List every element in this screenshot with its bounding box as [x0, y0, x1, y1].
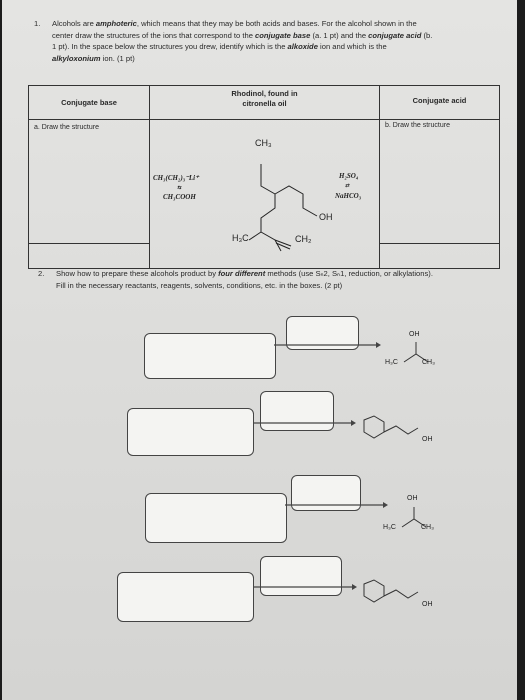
product-3-oh-label: OH: [407, 495, 418, 502]
q1-term-conjugate-acid: conjugate acid: [368, 30, 422, 40]
question-1: [34, 18, 508, 64]
reaction-1-arrow: [272, 340, 382, 350]
rhodinol-ch2-label: CH₂: [295, 234, 312, 244]
equilibrium-arrow-left: ⇆: [177, 186, 182, 191]
reaction-3-reactant-box[interactable]: [145, 493, 287, 543]
conjugate-acid-instruction: b. Draw the structure: [385, 122, 450, 129]
rhodinol-header-line2: citronella oil: [242, 99, 287, 108]
q1-text: (a. 1 pt) and the: [310, 30, 369, 40]
q2-term-four-different: four different: [218, 269, 266, 278]
reaction-2-arrow: [251, 418, 361, 428]
product-1-h3c-label: H₃C: [385, 359, 398, 366]
reaction-4-arrow: [252, 582, 362, 592]
reaction-1-reactant-box[interactable]: [144, 333, 276, 379]
q2-text: Show how to prepare these alcohols product by: [56, 269, 219, 278]
table-left-row-divider: [29, 243, 149, 244]
conjugate-base-instruction: a. Draw the structure: [34, 124, 99, 131]
product-4-oh-label: OH: [422, 601, 433, 608]
product-1-ch3-label: CH₃: [422, 359, 435, 366]
question-2-number: 2.: [38, 269, 45, 278]
q1-term-amphoteric: amphoteric: [95, 19, 137, 28]
question-2-text: [38, 268, 508, 291]
product-2-structure: [352, 414, 432, 444]
structure-table: [28, 85, 500, 269]
conjugate-base-header: Conjugate base: [61, 98, 117, 107]
rhodinol-oh-label: OH: [319, 212, 333, 222]
q1-text: 1 pt). In the space below the structures you drew, identify which is the: [52, 42, 288, 51]
table-col-divider-1: [149, 86, 150, 268]
table-header-divider: [29, 119, 499, 120]
q1-text: center draw the structures of the ions that correspond to the: [52, 30, 256, 40]
table-col-divider-2: [379, 86, 380, 268]
q1-text: ion. (1 pt): [100, 53, 135, 63]
rhodinol-h3c-label: H₃C: [232, 233, 249, 243]
q1-term-conjugate-base: conjugate base: [255, 30, 311, 40]
q1-text: ion and which is the: [317, 42, 387, 51]
reagent-acetic-acid: CH₃COOH: [163, 193, 196, 201]
reaction-4-reactant-box[interactable]: [117, 572, 254, 622]
question-2: [38, 268, 508, 291]
q1-text: Alcohols are: [52, 19, 96, 28]
reagent-butyllithium: CH₃(CH₂)₃⁻Li⁺: [153, 174, 199, 182]
equilibrium-arrow-right: ⇄: [345, 184, 350, 189]
q2-text: methods (use Sₙ2, Sₙ1, reduction, or alkylations).: [265, 269, 433, 278]
q1-text: , which means that they may be both acids and bases. For the alcohol shown in the: [136, 19, 417, 28]
rhodinol-header-line1: Rhodinol, found in: [231, 89, 298, 98]
product-3-h3c-label: H₃C: [383, 524, 396, 531]
worksheet-page: [2, 0, 517, 700]
reaction-2-reactant-box[interactable]: [127, 408, 254, 456]
q2-text: Fill in the necessary reactants, reagents, solvents, conditions, etc. in the boxes. (2 pt): [56, 280, 343, 290]
rhodinol-ch3-label: CH₃: [255, 138, 272, 148]
product-4-structure: [352, 578, 432, 608]
reaction-3-arrow: [283, 500, 393, 510]
q1-term-alkyloxonium: alkyloxonium: [52, 53, 101, 63]
product-3-ch3-label: CH₃: [421, 524, 434, 531]
reagent-sulfuric-acid: H₂SO₄: [339, 172, 359, 180]
rhodinol-structure: [219, 146, 339, 266]
product-1-oh-label: OH: [409, 331, 420, 338]
q1-term-alkoxide: alkoxide: [287, 42, 318, 51]
reagent-sodium-bicarbonate: NaHCO₃: [335, 192, 362, 200]
question-1-number: 1.: [34, 19, 41, 28]
q1-text: (b.: [421, 30, 433, 40]
product-2-oh-label: OH: [422, 436, 433, 443]
table-right-row-divider: [379, 243, 499, 244]
question-1-text: [38, 18, 508, 64]
conjugate-acid-header: Conjugate acid: [412, 96, 467, 105]
